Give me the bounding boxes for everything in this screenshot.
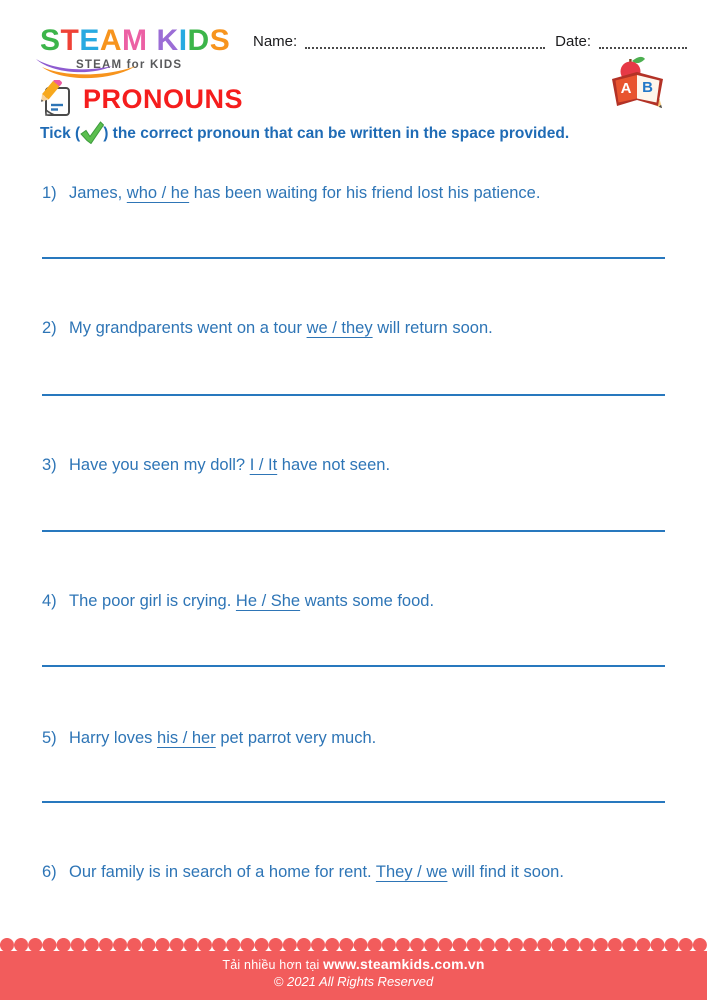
question-post: will find it soon. xyxy=(447,863,564,881)
green-check-icon xyxy=(79,121,104,144)
page-title: PRONOUNS xyxy=(83,83,244,114)
footer-line1-text: Tải nhiều hơn tại xyxy=(222,958,324,972)
logo-letter: K xyxy=(156,24,179,57)
logo-letter: D xyxy=(187,24,210,57)
footer-line1 xyxy=(0,956,707,972)
question-row xyxy=(42,727,678,750)
question-number: 1) xyxy=(42,184,57,202)
logo-letter: M xyxy=(122,24,148,57)
logo-letter: E xyxy=(79,24,100,57)
instruction-text: Tick ( ) the correct pronoun that can be written in the space provided. xyxy=(40,121,680,147)
question-pre: Our family is in search of a home for rent. xyxy=(69,863,376,881)
answer-line[interactable] xyxy=(42,530,665,532)
logo-letter: I xyxy=(178,24,188,57)
answer-line[interactable] xyxy=(42,257,665,259)
question-row xyxy=(42,182,678,205)
logo-wordmark xyxy=(40,26,250,56)
question-number: 2) xyxy=(42,319,57,337)
question-pre: My grandparents went on a tour xyxy=(69,319,307,337)
logo-letter: A xyxy=(99,24,123,57)
footer-website-link[interactable]: www.steamkids.com.vn xyxy=(323,956,485,972)
question-row xyxy=(42,317,678,340)
question-text xyxy=(69,727,376,750)
logo-subtitle: STEAM for KIDS xyxy=(76,59,183,71)
question-pre: James, xyxy=(69,184,127,202)
question-text xyxy=(69,454,390,477)
date-label: Date: xyxy=(555,33,591,50)
logo-letter: T xyxy=(60,24,80,57)
question-text xyxy=(69,861,564,884)
question-row xyxy=(42,590,678,613)
question-text xyxy=(69,590,434,613)
memo-pencil-icon xyxy=(37,80,75,118)
answer-line[interactable] xyxy=(42,801,665,803)
question-post: have not seen. xyxy=(277,456,391,474)
question-post: pet parrot very much. xyxy=(215,729,377,747)
footer-body xyxy=(0,951,707,1000)
footer-scallop-edge xyxy=(0,938,707,952)
svg-text:B: B xyxy=(642,79,653,96)
steamkids-logo xyxy=(40,26,250,71)
pronoun-choice[interactable]: I / It xyxy=(249,456,278,474)
pronoun-choice[interactable]: He / She xyxy=(235,592,301,610)
question-post: will return soon. xyxy=(372,319,493,337)
date-field[interactable] xyxy=(599,35,687,49)
question-post: wants some food. xyxy=(300,592,435,610)
name-field[interactable] xyxy=(305,35,545,49)
svg-text:A: A xyxy=(620,80,632,97)
footer-copyright: © 2021 All Rights Reserved xyxy=(273,974,434,989)
question-number: 6) xyxy=(42,863,57,881)
question-pre: The poor girl is crying. xyxy=(69,592,236,610)
title-row xyxy=(37,80,243,118)
name-label: Name: xyxy=(253,33,298,50)
question-pre: Harry loves xyxy=(69,729,158,747)
answer-line[interactable] xyxy=(42,394,665,396)
question-number: 4) xyxy=(42,592,57,610)
logo-letter: S xyxy=(209,24,231,57)
name-date-row xyxy=(253,33,687,51)
pronoun-choice[interactable]: we / they xyxy=(306,319,373,337)
pronoun-choice[interactable]: who / he xyxy=(126,184,190,202)
question-text xyxy=(69,182,540,205)
question-row xyxy=(42,861,678,884)
question-pre: Have you seen my doll? xyxy=(69,456,250,474)
pronoun-choice[interactable]: They / we xyxy=(375,863,448,881)
question-number: 5) xyxy=(42,729,57,747)
question-row xyxy=(42,454,678,477)
answer-line[interactable] xyxy=(42,665,665,667)
question-text xyxy=(69,317,493,340)
question-post: has been waiting for his friend lost his patience. xyxy=(189,184,541,202)
question-number: 3) xyxy=(42,456,57,474)
ab-book-apple-icon xyxy=(606,55,670,115)
pronoun-choice[interactable]: his / her xyxy=(157,729,216,747)
logo-letter: S xyxy=(40,24,61,57)
logo-swoosh-icon xyxy=(34,57,144,79)
footer-banner xyxy=(0,938,707,1000)
